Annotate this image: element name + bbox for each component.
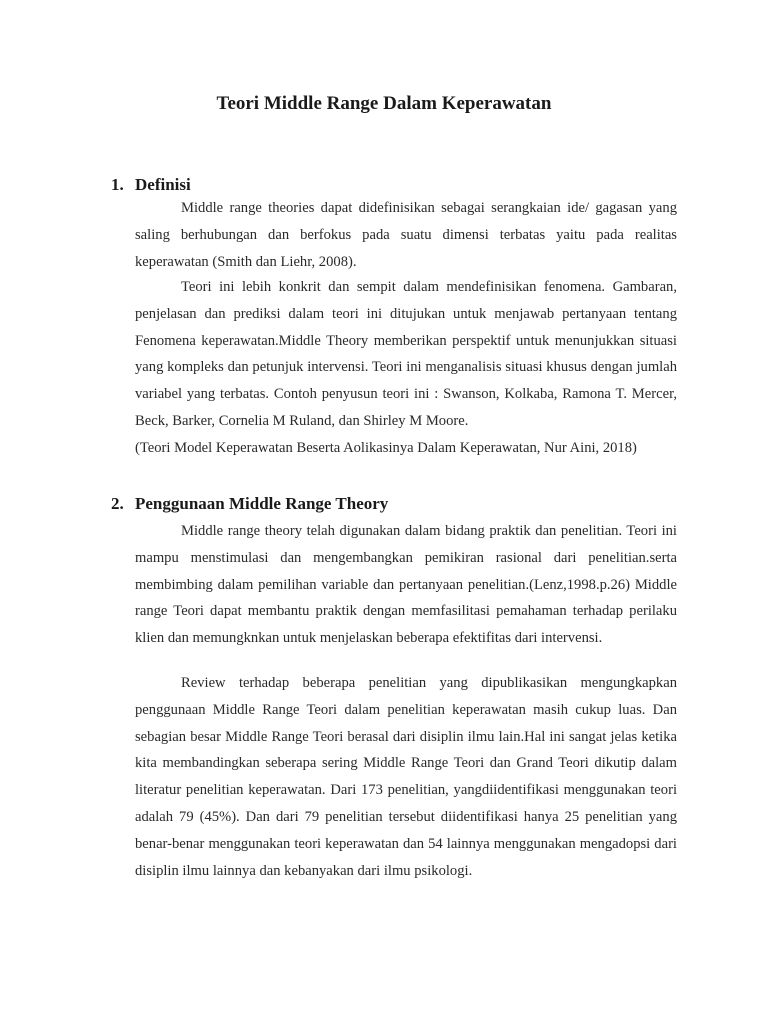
paragraph: Middle range theory telah digunakan dalam bidang praktik dan penelitian. Teori ini mampu menstimulasi dan mengembangkan pemikiran rasional dari penelitian.serta membimbing dalam pemilihan variable dan pertanyaan penelitian.(Lenz,1998.p.26) Middle range Teori dapat membantu praktik dengan memfasilitasi pemahaman terhadap perilaku klien dan memungknkan untuk menjelaskan beberapa efektifitas dari intervensi.	[135, 523, 677, 647]
citation: (Teori Model Keperawatan Beserta Aolikasinya Dalam Keperawatan, Nur Aini, 2018)	[135, 440, 637, 456]
paragraph: Teori ini lebih konkrit dan sempit dalam mendefinisikan fenomena. Gambaran, penjelasan dan prediksi dalam teori ini ditujukan untuk menjawab pertanyaan tentang Fenomena keperawatan.Middle Theory memberikan perspektif untuk menunjukkan situasi yang kompleks dan petunjuk intervensi. Teori ini menganalisis situasi khusus dengan jumlah variabel yang terbatas. Contoh penyusun teori ini : Swanson, Kolkaba, Ramona T. Mercer, Beck, Barker, Cornelia M Ruland, dan Shirley M Moore.	[135, 279, 677, 429]
section-number: 2.	[111, 494, 124, 513]
section-heading-definisi	[111, 175, 191, 195]
paragraph: Middle range theories dapat didefinisikan sebagai serangkaian ide/ gagasan yang saling berhubungan dan berfokus pada suatu dimensi terbatas yaitu pada realitas keperawatan (Smith dan Liehr, 2008).	[135, 200, 677, 270]
section-title: Definisi	[135, 175, 191, 194]
section-heading-penggunaan	[111, 494, 388, 514]
section-title: Penggunaan Middle Range Theory	[135, 494, 389, 513]
document-title: Teori Middle Range Dalam Keperawatan	[216, 93, 552, 114]
paragraph: Review terhadap beberapa penelitian yang dipublikasikan mengungkapkan penggunaan Middle Range Teori dalam penelitian keperawatan masih cukup luas. Dan sebagian besar Middle Range Teori berasal dari disiplin ilmu lain.Hal ini sangat jelas ketika kita membandingkan seberapa sering Middle Range Teori dan Grand Teori dikutip dalam literatur penelitian keperawatan. Dari 173 penelitian, yangdiidentifikasi menggunakan teori adalah 79 (45%). Dan dari 79 penelitian tersebut diidentifikasi hanya 25 penelitian yang benar-benar menggunakan teori keperawatan dan 54 lainnya menggunakan mengadopsi dari disiplin ilmu lainnya dan kebanyakan dari ilmu psikologi.	[135, 675, 677, 879]
section-number: 1.	[111, 175, 124, 194]
